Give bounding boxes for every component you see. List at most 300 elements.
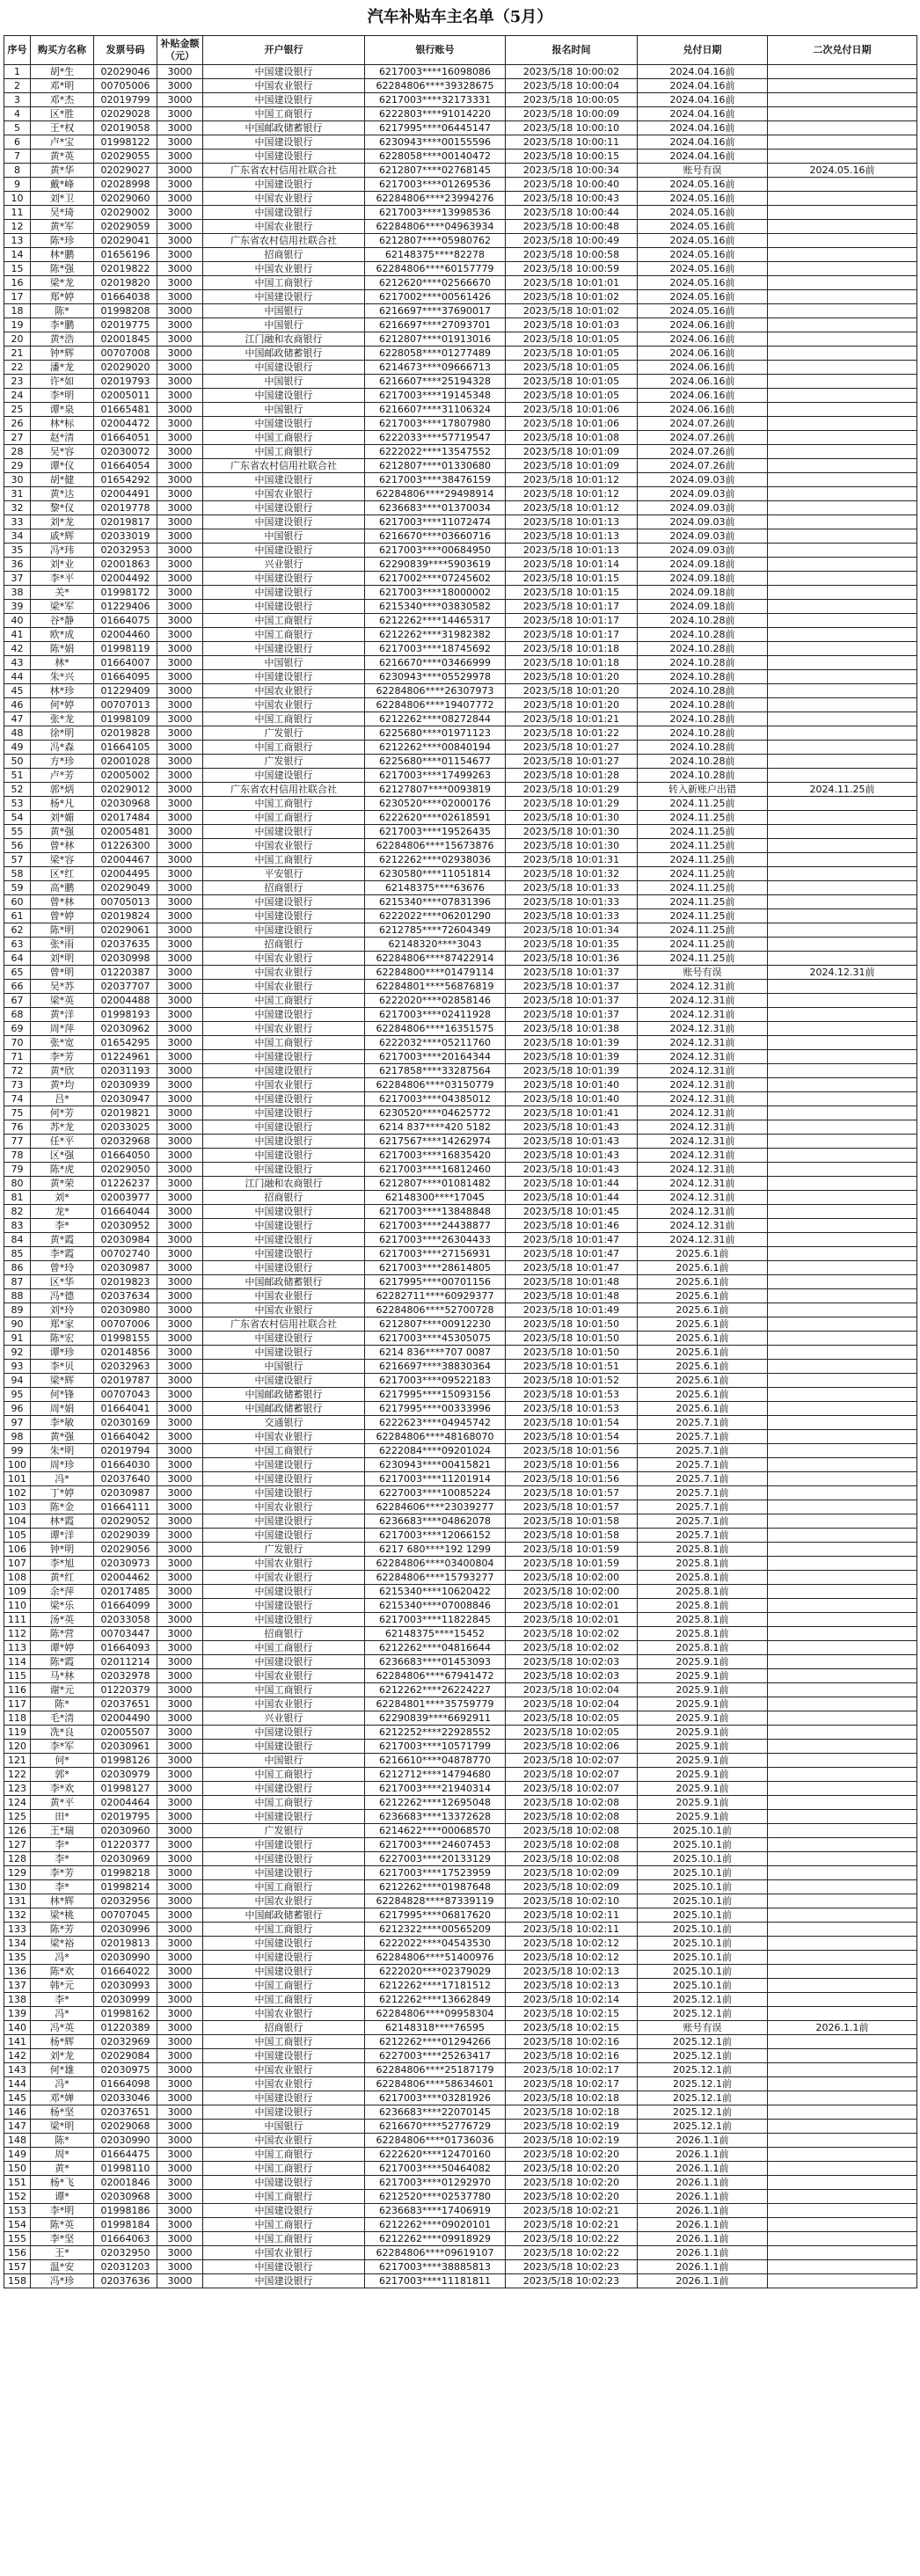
cell-index: 47 <box>4 712 31 726</box>
cell-payment-date: 2024.12.31前 <box>638 1078 768 1092</box>
table-row <box>4 867 917 881</box>
cell-subsidy-amount: 3000 <box>157 79 203 93</box>
cell-buyer-name: 谭*仪 <box>31 459 94 473</box>
cell-second-payment-date <box>768 1993 917 2007</box>
cell-signup-time: 2023/5/18 10:01:44 <box>506 1177 638 1191</box>
table-row <box>4 811 917 825</box>
cell-index: 27 <box>4 431 31 445</box>
cell-second-payment-date <box>768 1444 917 1458</box>
cell-subsidy-amount: 3000 <box>157 741 203 755</box>
cell-index: 34 <box>4 529 31 544</box>
cell-second-payment-date <box>768 2162 917 2176</box>
cell-payment-date: 2024.12.31前 <box>638 980 768 994</box>
cell-buyer-name: 陈*虎 <box>31 1163 94 1177</box>
cell-bank: 中国建设银行 <box>203 825 365 839</box>
cell-payment-date: 2024.05.16前 <box>638 276 768 290</box>
cell-signup-time: 2023/5/18 10:01:05 <box>506 332 638 347</box>
cell-signup-time: 2023/5/18 10:01:12 <box>506 487 638 501</box>
cell-invoice-number: 00702740 <box>94 1247 157 1261</box>
cell-second-payment-date: 2024.05.16前 <box>768 164 917 178</box>
cell-payment-date: 2025.8.1前 <box>638 1599 768 1613</box>
cell-index: 31 <box>4 487 31 501</box>
cell-index: 46 <box>4 698 31 712</box>
cell-payment-date: 2025.10.1前 <box>638 1965 768 1979</box>
cell-payment-date: 2025.9.1前 <box>638 1768 768 1782</box>
cell-subsidy-amount: 3000 <box>157 93 203 107</box>
cell-invoice-number: 02019822 <box>94 262 157 276</box>
cell-invoice-number: 02031193 <box>94 1064 157 1078</box>
cell-subsidy-amount: 3000 <box>157 2021 203 2035</box>
cell-signup-time: 2023/5/18 10:02:15 <box>506 2021 638 2035</box>
cell-subsidy-amount: 3000 <box>157 361 203 375</box>
cell-index: 111 <box>4 1613 31 1627</box>
cell-subsidy-amount: 3000 <box>157 769 203 783</box>
cell-invoice-number: 01664111 <box>94 1500 157 1514</box>
cell-bank: 中国建设银行 <box>203 2176 365 2190</box>
cell-second-payment-date <box>768 1937 917 1951</box>
cell-bank: 中国农业银行 <box>203 1078 365 1092</box>
table-row <box>4 966 917 980</box>
cell-payment-date: 2025.12.1前 <box>638 2049 768 2063</box>
cell-second-payment-date <box>768 1641 917 1655</box>
cell-subsidy-amount: 3000 <box>157 1472 203 1486</box>
cell-buyer-name: 刘*龙 <box>31 515 94 529</box>
cell-second-payment-date <box>768 121 917 135</box>
cell-invoice-number: 01998122 <box>94 135 157 150</box>
cell-second-payment-date <box>768 726 917 741</box>
cell-second-payment-date <box>768 2105 917 2120</box>
cell-payment-date: 2025.9.1前 <box>638 1796 768 1810</box>
cell-invoice-number: 02030962 <box>94 1022 157 1036</box>
cell-bank: 中国邮政储蓄银行 <box>203 1908 365 1923</box>
cell-account-number: 62284806****67941472 <box>365 1669 506 1683</box>
cell-invoice-number: 02037651 <box>94 2105 157 2120</box>
cell-signup-time: 2023/5/18 10:01:15 <box>506 572 638 586</box>
cell-signup-time: 2023/5/18 10:01:30 <box>506 825 638 839</box>
cell-invoice-number: 02031203 <box>94 2260 157 2274</box>
cell-invoice-number: 02029084 <box>94 2049 157 2063</box>
cell-account-number: 6227003****20133129 <box>365 1852 506 1866</box>
table-row <box>4 107 917 121</box>
cell-buyer-name: 胡*生 <box>31 65 94 79</box>
cell-bank: 广东省农村信用社联合社 <box>203 164 365 178</box>
cell-signup-time: 2023/5/18 10:01:30 <box>506 839 638 853</box>
cell-bank: 中国工商银行 <box>203 2162 365 2176</box>
cell-account-number: 6217995****06445147 <box>365 121 506 135</box>
table-row <box>4 459 917 473</box>
cell-account-number: 6217003****19145348 <box>365 389 506 403</box>
cell-signup-time: 2023/5/18 10:02:08 <box>506 1810 638 1824</box>
cell-account-number: 6212262****01987648 <box>365 1880 506 1894</box>
table-row <box>4 1247 917 1261</box>
cell-buyer-name: 潘*龙 <box>31 361 94 375</box>
cell-signup-time: 2023/5/18 10:00:48 <box>506 220 638 234</box>
cell-buyer-name: 朱*兴 <box>31 670 94 684</box>
cell-payment-date: 2024.12.31前 <box>638 1120 768 1135</box>
cell-index: 68 <box>4 1008 31 1022</box>
cell-second-payment-date <box>768 1317 917 1332</box>
cell-second-payment-date <box>768 2260 917 2274</box>
cell-buyer-name: 吕* <box>31 1092 94 1106</box>
cell-invoice-number: 01998186 <box>94 2204 157 2218</box>
cell-buyer-name: 周*萍 <box>31 1022 94 1036</box>
cell-buyer-name: 周* <box>31 2148 94 2162</box>
cell-subsidy-amount: 3000 <box>157 2204 203 2218</box>
cell-signup-time: 2023/5/18 10:01:20 <box>506 698 638 712</box>
cell-bank: 中国工商银行 <box>203 2218 365 2232</box>
table-row <box>4 1740 917 1754</box>
cell-bank: 招商银行 <box>203 938 365 952</box>
table-row <box>4 1613 917 1627</box>
cell-payment-date: 2025.9.1前 <box>638 1697 768 1711</box>
cell-signup-time: 2023/5/18 10:01:05 <box>506 361 638 375</box>
cell-subsidy-amount: 3000 <box>157 825 203 839</box>
cell-invoice-number: 01664475 <box>94 2148 157 2162</box>
cell-account-number: 6212262****02938036 <box>365 853 506 867</box>
cell-invoice-number: 02030947 <box>94 1092 157 1106</box>
table-row <box>4 572 917 586</box>
cell-subsidy-amount: 3000 <box>157 2063 203 2077</box>
cell-invoice-number: 02037640 <box>94 1472 157 1486</box>
cell-bank: 招商银行 <box>203 881 365 895</box>
cell-account-number: 62148320****3043 <box>365 938 506 952</box>
cell-bank: 中国建设银行 <box>203 1346 365 1360</box>
cell-payment-date: 2025.10.1前 <box>638 1937 768 1951</box>
cell-account-number: 6212262****13662849 <box>365 1993 506 2007</box>
cell-signup-time: 2023/5/18 10:02:08 <box>506 1796 638 1810</box>
cell-bank: 中国建设银行 <box>203 1514 365 1529</box>
cell-payment-date: 2024.10.28前 <box>638 670 768 684</box>
cell-buyer-name: 冯*珍 <box>31 2274 94 2288</box>
cell-signup-time: 2023/5/18 10:02:12 <box>506 1937 638 1951</box>
cell-account-number: 62284800****01479114 <box>365 966 506 980</box>
cell-bank: 中国银行 <box>203 1754 365 1768</box>
cell-second-payment-date <box>768 938 917 952</box>
cell-subsidy-amount: 3000 <box>157 628 203 642</box>
cell-second-payment-date <box>768 1683 917 1697</box>
table-row <box>4 2246 917 2260</box>
cell-invoice-number: 02037634 <box>94 1289 157 1303</box>
cell-subsidy-amount: 3000 <box>157 1149 203 1163</box>
table-row <box>4 2190 917 2204</box>
cell-bank: 中国银行 <box>203 529 365 544</box>
cell-bank: 中国农业银行 <box>203 698 365 712</box>
cell-second-payment-date <box>768 234 917 248</box>
cell-buyer-name: 陈*金 <box>31 1500 94 1514</box>
cell-bank: 中国建设银行 <box>203 515 365 529</box>
cell-payment-date: 2024.07.26前 <box>638 445 768 459</box>
cell-payment-date: 2024.05.16前 <box>638 304 768 318</box>
cell-bank: 中国建设银行 <box>203 417 365 431</box>
table-row <box>4 375 917 389</box>
cell-invoice-number: 01665481 <box>94 403 157 417</box>
cell-signup-time: 2023/5/18 10:02:18 <box>506 2091 638 2105</box>
cell-bank: 中国工商银行 <box>203 2232 365 2246</box>
cell-index: 67 <box>4 994 31 1008</box>
cell-payment-date: 2024.04.16前 <box>638 65 768 79</box>
cell-index: 91 <box>4 1332 31 1346</box>
cell-payment-date: 2026.1.1前 <box>638 2260 768 2274</box>
cell-account-number: 62284806****03400804 <box>365 1557 506 1571</box>
cell-payment-date: 2025.6.1前 <box>638 1360 768 1374</box>
cell-index: 26 <box>4 417 31 431</box>
cell-invoice-number: 02017484 <box>94 811 157 825</box>
cell-bank: 中国建设银行 <box>203 1740 365 1754</box>
cell-invoice-number: 02019787 <box>94 1374 157 1388</box>
cell-bank: 中国建设银行 <box>203 473 365 487</box>
table-row <box>4 1810 917 1824</box>
table-row <box>4 656 917 670</box>
cell-second-payment-date <box>768 614 917 628</box>
cell-subsidy-amount: 3000 <box>157 178 203 192</box>
table-row <box>4 150 917 164</box>
cell-bank: 中国建设银行 <box>203 1064 365 1078</box>
cell-bank: 中国建设银行 <box>203 923 365 938</box>
cell-buyer-name: 温*安 <box>31 2260 94 2274</box>
cell-signup-time: 2023/5/18 10:02:02 <box>506 1627 638 1641</box>
cell-signup-time: 2023/5/18 10:01:43 <box>506 1163 638 1177</box>
cell-account-number: 6217003****18000002 <box>365 586 506 600</box>
cell-signup-time: 2023/5/18 10:01:29 <box>506 783 638 797</box>
cell-second-payment-date <box>768 1106 917 1120</box>
cell-account-number: 6217 680****192 1299 <box>365 1543 506 1557</box>
table-row <box>4 670 917 684</box>
cell-signup-time: 2023/5/18 10:01:37 <box>506 1008 638 1022</box>
cell-second-payment-date <box>768 1261 917 1275</box>
cell-bank: 中国工商银行 <box>203 431 365 445</box>
cell-index: 114 <box>4 1655 31 1669</box>
cell-subsidy-amount: 3000 <box>157 1064 203 1078</box>
cell-subsidy-amount: 3000 <box>157 1824 203 1838</box>
table-row <box>4 2134 917 2148</box>
table-row <box>4 206 917 220</box>
cell-buyer-name: 杨*凡 <box>31 797 94 811</box>
table-row <box>4 487 917 501</box>
cell-buyer-name: 丁*婷 <box>31 1486 94 1500</box>
cell-second-payment-date <box>768 2148 917 2162</box>
cell-second-payment-date <box>768 2007 917 2021</box>
cell-bank: 招商银行 <box>203 1191 365 1205</box>
cell-signup-time: 2023/5/18 10:01:13 <box>506 515 638 529</box>
cell-index: 24 <box>4 389 31 403</box>
cell-subsidy-amount: 3000 <box>157 1852 203 1866</box>
cell-payment-date: 2025.7.1前 <box>638 1430 768 1444</box>
cell-invoice-number: 01998127 <box>94 1782 157 1796</box>
cell-invoice-number: 02032968 <box>94 1135 157 1149</box>
cell-account-number: 6214 837****420 5182 <box>365 1120 506 1135</box>
table-row <box>4 586 917 600</box>
cell-subsidy-amount: 3000 <box>157 1486 203 1500</box>
cell-bank: 中国建设银行 <box>203 1219 365 1233</box>
cell-account-number: 6222022****04543530 <box>365 1937 506 1951</box>
cell-second-payment-date <box>768 1571 917 1585</box>
cell-account-number: 6212262****17181512 <box>365 1979 506 1993</box>
cell-bank: 中国建设银行 <box>203 150 365 164</box>
cell-invoice-number: 02033046 <box>94 2091 157 2105</box>
cell-bank: 中国工商银行 <box>203 2190 365 2204</box>
table-row <box>4 881 917 895</box>
cell-buyer-name: 李* <box>31 1838 94 1852</box>
table-row <box>4 1514 917 1529</box>
cell-buyer-name: 冯*森 <box>31 741 94 755</box>
cell-buyer-name: 邓*明 <box>31 79 94 93</box>
cell-second-payment-date <box>768 276 917 290</box>
table-row <box>4 1303 917 1317</box>
cell-bank: 中国建设银行 <box>203 1613 365 1627</box>
cell-buyer-name: 冯* <box>31 1951 94 1965</box>
cell-second-payment-date <box>768 515 917 529</box>
cell-second-payment-date <box>768 1374 917 1388</box>
cell-invoice-number: 02005002 <box>94 769 157 783</box>
cell-buyer-name: 梁*辉 <box>31 1374 94 1388</box>
cell-invoice-number: 01664022 <box>94 1965 157 1979</box>
cell-subsidy-amount: 3000 <box>157 318 203 332</box>
cell-invoice-number: 01664042 <box>94 1430 157 1444</box>
cell-buyer-name: 李*旭 <box>31 1557 94 1571</box>
cell-invoice-number: 01664099 <box>94 1599 157 1613</box>
cell-index: 120 <box>4 1740 31 1754</box>
cell-second-payment-date <box>768 853 917 867</box>
table-row <box>4 2274 917 2288</box>
cell-account-number: 62284806****58634601 <box>365 2077 506 2091</box>
cell-index: 152 <box>4 2190 31 2204</box>
cell-bank: 中国工商银行 <box>203 1993 365 2007</box>
cell-payment-date: 2026.1.1前 <box>638 2190 768 2204</box>
cell-subsidy-amount: 3000 <box>157 1810 203 1824</box>
table-header-row <box>4 36 917 65</box>
cell-account-number: 6217003****13848848 <box>365 1205 506 1219</box>
cell-invoice-number: 00707008 <box>94 347 157 361</box>
table-row <box>4 1965 917 1979</box>
cell-invoice-number: 02028998 <box>94 178 157 192</box>
cell-second-payment-date <box>768 1979 917 1993</box>
cell-index: 70 <box>4 1036 31 1050</box>
cell-subsidy-amount: 3000 <box>157 2007 203 2021</box>
cell-subsidy-amount: 3000 <box>157 811 203 825</box>
cell-index: 141 <box>4 2035 31 2049</box>
table-row <box>4 726 917 741</box>
cell-second-payment-date <box>768 1655 917 1669</box>
cell-second-payment-date <box>768 1486 917 1500</box>
cell-signup-time: 2023/5/18 10:01:27 <box>506 741 638 755</box>
cell-invoice-number: 02030980 <box>94 1303 157 1317</box>
cell-payment-date: 账号有误 <box>638 966 768 980</box>
cell-index: 110 <box>4 1599 31 1613</box>
table-row <box>4 600 917 614</box>
cell-invoice-number: 02019793 <box>94 375 157 389</box>
cell-index: 5 <box>4 121 31 135</box>
cell-signup-time: 2023/5/18 10:01:17 <box>506 600 638 614</box>
cell-bank: 中国工商银行 <box>203 445 365 459</box>
cell-invoice-number: 02019813 <box>94 1937 157 1951</box>
table-row <box>4 1894 917 1908</box>
cell-buyer-name: 黄*强 <box>31 825 94 839</box>
cell-second-payment-date <box>768 1500 917 1514</box>
cell-account-number: 6236683****13372628 <box>365 1810 506 1824</box>
cell-index: 50 <box>4 755 31 769</box>
cell-second-payment-date <box>768 1557 917 1571</box>
cell-second-payment-date <box>768 1472 917 1486</box>
cell-signup-time: 2023/5/18 10:01:48 <box>506 1275 638 1289</box>
cell-second-payment-date <box>768 389 917 403</box>
cell-subsidy-amount: 3000 <box>157 403 203 417</box>
cell-payment-date: 2024.07.26前 <box>638 431 768 445</box>
cell-account-number: 6217003****11822845 <box>365 1613 506 1627</box>
cell-second-payment-date <box>768 1965 917 1979</box>
cell-invoice-number: 00707013 <box>94 698 157 712</box>
cell-payment-date: 2024.12.31前 <box>638 1092 768 1106</box>
cell-payment-date: 2024.11.25前 <box>638 895 768 909</box>
cell-payment-date: 2025.7.1前 <box>638 1472 768 1486</box>
table-row <box>4 1472 917 1486</box>
cell-invoice-number: 02029039 <box>94 1529 157 1543</box>
cell-payment-date: 2025.8.1前 <box>638 1627 768 1641</box>
cell-signup-time: 2023/5/18 10:01:30 <box>506 811 638 825</box>
cell-signup-time: 2023/5/18 10:01:56 <box>506 1472 638 1486</box>
cell-bank: 中国农业银行 <box>203 684 365 698</box>
cell-index: 92 <box>4 1346 31 1360</box>
cell-buyer-name: 梁*裕 <box>31 1937 94 1951</box>
cell-buyer-name: 李*芳 <box>31 1050 94 1064</box>
table-row <box>4 698 917 712</box>
cell-account-number: 6217995****06817620 <box>365 1908 506 1923</box>
cell-buyer-name: 陈*英 <box>31 2218 94 2232</box>
cell-buyer-name: 林*珍 <box>31 684 94 698</box>
cell-index: 127 <box>4 1838 31 1852</box>
table-row <box>4 1711 917 1726</box>
cell-account-number: 6215340****07831396 <box>365 895 506 909</box>
cell-payment-date: 2024.06.16前 <box>638 403 768 417</box>
cell-payment-date: 2025.7.1前 <box>638 1444 768 1458</box>
cell-signup-time: 2023/5/18 10:01:53 <box>506 1388 638 1402</box>
cell-invoice-number: 01664007 <box>94 656 157 670</box>
cell-second-payment-date <box>768 895 917 909</box>
cell-bank: 中国农业银行 <box>203 1500 365 1514</box>
cell-account-number: 6227003****25263417 <box>365 2049 506 2063</box>
cell-account-number: 62284806****15793277 <box>365 1571 506 1585</box>
cell-invoice-number: 02004490 <box>94 1711 157 1726</box>
cell-second-payment-date <box>768 248 917 262</box>
cell-second-payment-date <box>768 1599 917 1613</box>
cell-subsidy-amount: 3000 <box>157 1782 203 1796</box>
table-row <box>4 923 917 938</box>
table-row <box>4 1782 917 1796</box>
cell-buyer-name: 黄*红 <box>31 1571 94 1585</box>
cell-invoice-number: 02001846 <box>94 2176 157 2190</box>
cell-signup-time: 2023/5/18 10:00:09 <box>506 107 638 121</box>
cell-index: 79 <box>4 1163 31 1177</box>
cell-payment-date: 转入新账户出错 <box>638 783 768 797</box>
cell-invoice-number: 02030969 <box>94 1852 157 1866</box>
cell-second-payment-date <box>768 1360 917 1374</box>
cell-buyer-name: 高*鹏 <box>31 881 94 895</box>
cell-index: 19 <box>4 318 31 332</box>
cell-bank: 中国银行 <box>203 2120 365 2134</box>
cell-payment-date: 2025.10.1前 <box>638 1866 768 1880</box>
cell-index: 106 <box>4 1543 31 1557</box>
table-row <box>4 684 917 698</box>
table-row <box>4 361 917 375</box>
table-row <box>4 1726 917 1740</box>
cell-subsidy-amount: 3000 <box>157 192 203 206</box>
cell-bank: 中国银行 <box>203 656 365 670</box>
cell-signup-time: 2023/5/18 10:01:05 <box>506 375 638 389</box>
cell-second-payment-date <box>768 529 917 544</box>
cell-index: 6 <box>4 135 31 150</box>
cell-index: 94 <box>4 1374 31 1388</box>
cell-account-number: 6217995****00701156 <box>365 1275 506 1289</box>
cell-subsidy-amount: 3000 <box>157 1669 203 1683</box>
